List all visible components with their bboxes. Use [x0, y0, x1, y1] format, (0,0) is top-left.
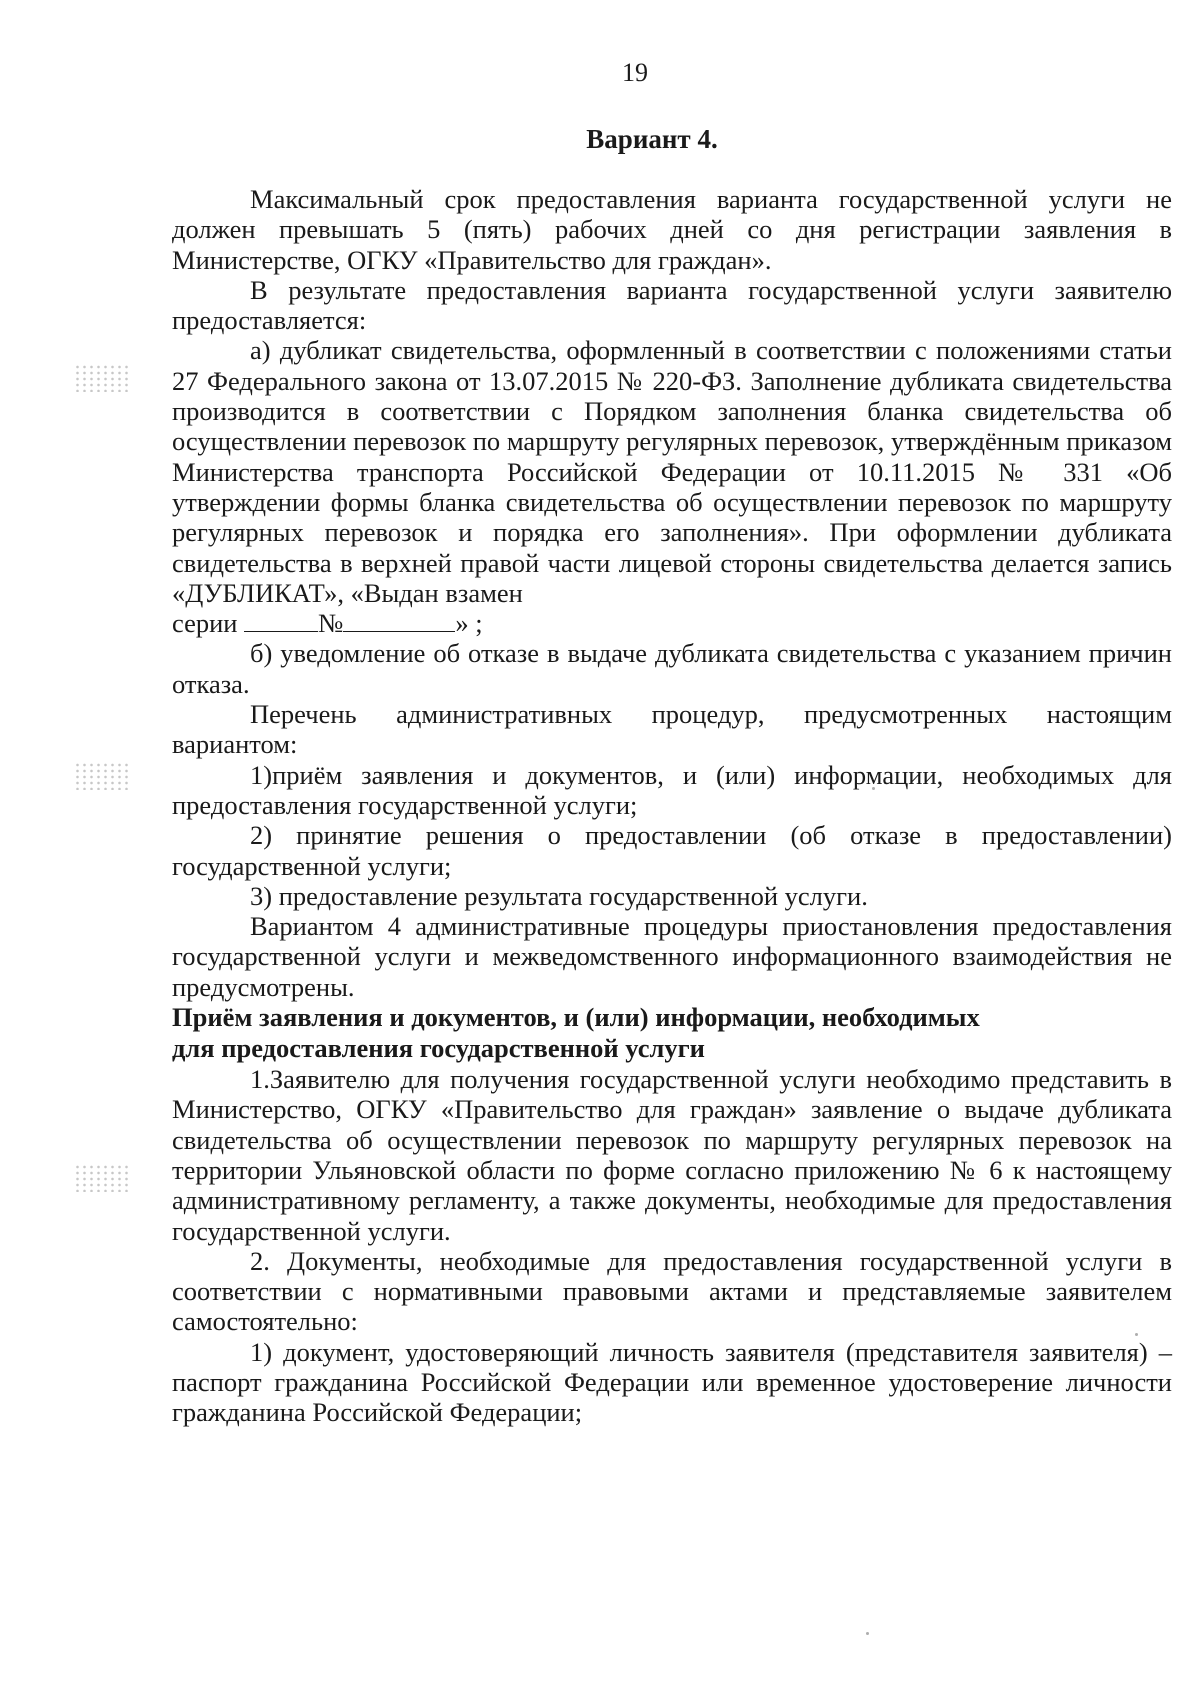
scan-artifact	[74, 364, 128, 392]
list-item: 2) принятие решения о предоставлении (об отказе в предоставлении) государственной услуги;	[172, 820, 1172, 881]
scan-artifact	[74, 762, 128, 790]
list-item: 1) документ, удостоверяющий личность заявителя (представителя заявителя) – паспорт гражданина Российской Федерации или временное удостоверение личности гражданина Российской Федерации;	[172, 1336, 1172, 1428]
paragraph: В результате предоставления варианта государственной услуги заявителю предоставляется:	[172, 274, 1172, 336]
section-title-line: Приём заявления и документов, и (или) информации, необходимых	[172, 1002, 980, 1033]
section-title	[172, 1002, 1172, 1064]
paragraph: б) уведомление об отказе в выдаче дубликата свидетельства с указанием причин отказа.	[172, 638, 1172, 699]
variant-title: Вариант 4.	[586, 124, 718, 154]
number-blank	[343, 609, 455, 632]
paragraph: а) дубликат свидетельства, оформленный в соответствии с положениями статьи 27 Федерального закона от 13.07.2015 № 220-ФЗ. Заполнение дубликата свидетельства производится в соответствии с Порядком заполнения бланка свидетельства об осуществлении перевозок по маршруту регулярных перевозок, утверждённым приказом Министерства транспорта Российской Федерации от 10.11.2015 № 331 «Об утверждении формы бланка свидетельства об осуществлении перевозок по маршруту регулярных перевозок и порядка его заполнения». При оформлении дубликата свидетельства в верхней правой части лицевой стороны свидетельства делается запись «ДУБЛИКАТ», «Выдан взамен	[172, 335, 1172, 608]
number-sign: №	[318, 608, 344, 639]
document-body	[172, 184, 1172, 1428]
paragraph: Вариантом 4 административные процедуры приостановления предоставления государственной услуги и межведомственного информационного взаимодействия не предусмотрены.	[172, 911, 1172, 1002]
scan-artifact	[74, 1164, 128, 1192]
section-title-line: для предоставления государственной услуги	[172, 1033, 705, 1064]
series-line	[172, 608, 1172, 638]
paragraph: Максимальный срок предоставления варианта государственной услуги не должен превышать 5 (пять) рабочих дней со дня регистрации заявления в Министерстве, ОГКУ «Правительство для граждан».	[172, 184, 1172, 275]
scan-speck	[866, 1632, 869, 1635]
series-suffix: » ;	[455, 608, 483, 639]
paragraph: 2. Документы, необходимые для предоставления государственной услуги в соответствии с нормативными правовыми актами и представляемые заявителем самостоятельно:	[172, 1245, 1172, 1337]
series-prefix: серии	[172, 608, 245, 639]
page-number: 19	[622, 58, 648, 87]
paragraph: 1.Заявителю для получения государственной услуги необходимо представить в Министерство, ОГКУ «Правительство для граждан» заявление о выдаче дубликата свидетельства об осуществлении перевозок по маршруту регулярных перевозок на территории Ульяновской области по форме согласно приложению № 6 к настоящему административному регламенту, а также документы, необходимые для предоставления государственной услуги.	[172, 1064, 1172, 1246]
series-blank	[244, 609, 318, 632]
list-item: 3) предоставление результата государственной услуги.	[250, 880, 868, 911]
paragraph: Перечень административных процедур, предусмотренных настоящим вариантом:	[172, 699, 1172, 760]
list-item: 1)приём заявления и документов, и (или) информации, необходимых для предоставления государственной услуги;	[172, 759, 1172, 820]
